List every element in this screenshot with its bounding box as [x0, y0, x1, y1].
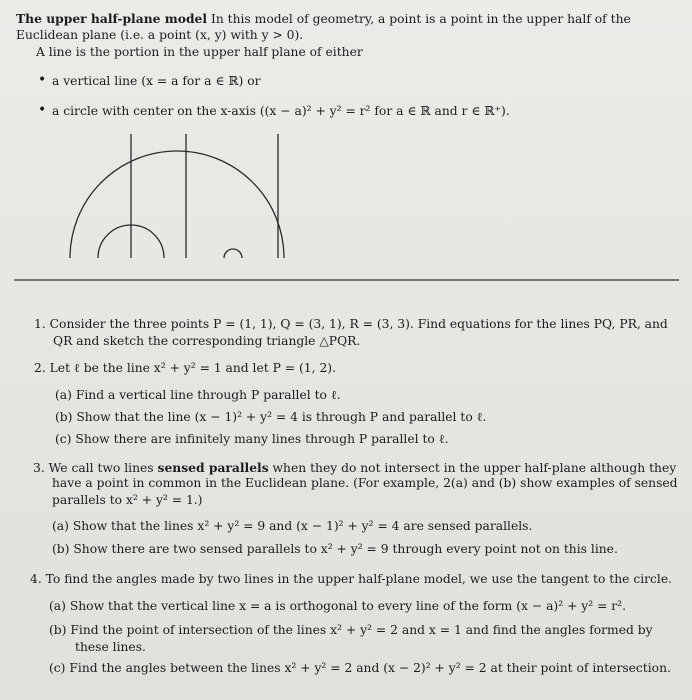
- problem-2c: (c) Show there are infinitely many lines through P parallel to ℓ.: [55, 432, 449, 446]
- problem-3-line-2: have a point in common in the Euclidean plane. (For example, 2(a) and (b) show examples of sensed: [52, 476, 678, 490]
- problem-4b-line-1: (b) Find the point of intersection of the lines x² + y² = 2 and x = 1 and find the angles formed by: [49, 623, 653, 637]
- bullet-circle: a circle with center on the x-axis ((x − a)² + y² = r² for a ∈ ℝ and r ∈ ℝ⁺).: [52, 104, 510, 118]
- problem-4c: (c) Find the angles between the lines x² + y² = 2 and (x − 2)² + y² = 2 at their point of intersection.: [49, 661, 671, 675]
- intro-heading: The upper half-plane model: [16, 11, 208, 26]
- problem-2: 2. Let ℓ be the line x² + y² = 1 and let P = (1, 2).: [34, 361, 336, 375]
- problem-4b-line-2: these lines.: [75, 640, 146, 654]
- problem-3-line-3: parallels to x² + y² = 1.): [52, 493, 203, 507]
- term-sensed-parallels: sensed parallels: [157, 460, 269, 475]
- intro-line-2: Euclidean plane (i.e. a point (x, y) with y > 0).: [16, 28, 304, 42]
- intro-line-1-text: In this model of geometry, a point is a point in the upper half of the: [207, 12, 631, 26]
- intro-line-3: A line is the portion in the upper half plane of either: [36, 45, 363, 59]
- semicircle-small: [224, 249, 242, 258]
- problem-1-line-2: QR and sketch the corresponding triangle △PQR.: [53, 334, 361, 348]
- problem-3a: (a) Show that the lines x² + y² = 9 and (x − 1)² + y² = 4 are sensed parallels.: [52, 519, 533, 533]
- problem-1-line-1: 1. Consider the three points P = (1, 1), Q = (3, 1), R = (3, 3). Find equations for the lines PQ, PR, and: [34, 317, 668, 331]
- bullet-dot: •: [38, 72, 47, 88]
- bullet-dot: •: [38, 102, 47, 118]
- problem-3-intro: 3. We call two lines: [33, 461, 158, 475]
- problem-3b: (b) Show there are two sensed parallels to x² + y² = 9 through every point not on this line.: [52, 542, 618, 556]
- problem-2b: (b) Show that the line (x − 1)² + y² = 4 is through P and parallel to ℓ.: [55, 410, 487, 424]
- problem-3-rest: when they do not intersect in the upper half-plane although they: [268, 461, 677, 475]
- problem-2a: (a) Find a vertical line through P parallel to ℓ.: [55, 388, 341, 402]
- bullet-vertical-line: a vertical line (x = a for a ∈ ℝ) or: [52, 74, 261, 88]
- problem-4: 4. To find the angles made by two lines in the upper half-plane model, we use the tangent to the circle.: [30, 572, 673, 586]
- problem-4a: (a) Show that the vertical line x = a is orthogonal to every line of the form (x − a)² + y² = r².: [49, 599, 626, 613]
- problem-3-line-1: [33, 460, 676, 476]
